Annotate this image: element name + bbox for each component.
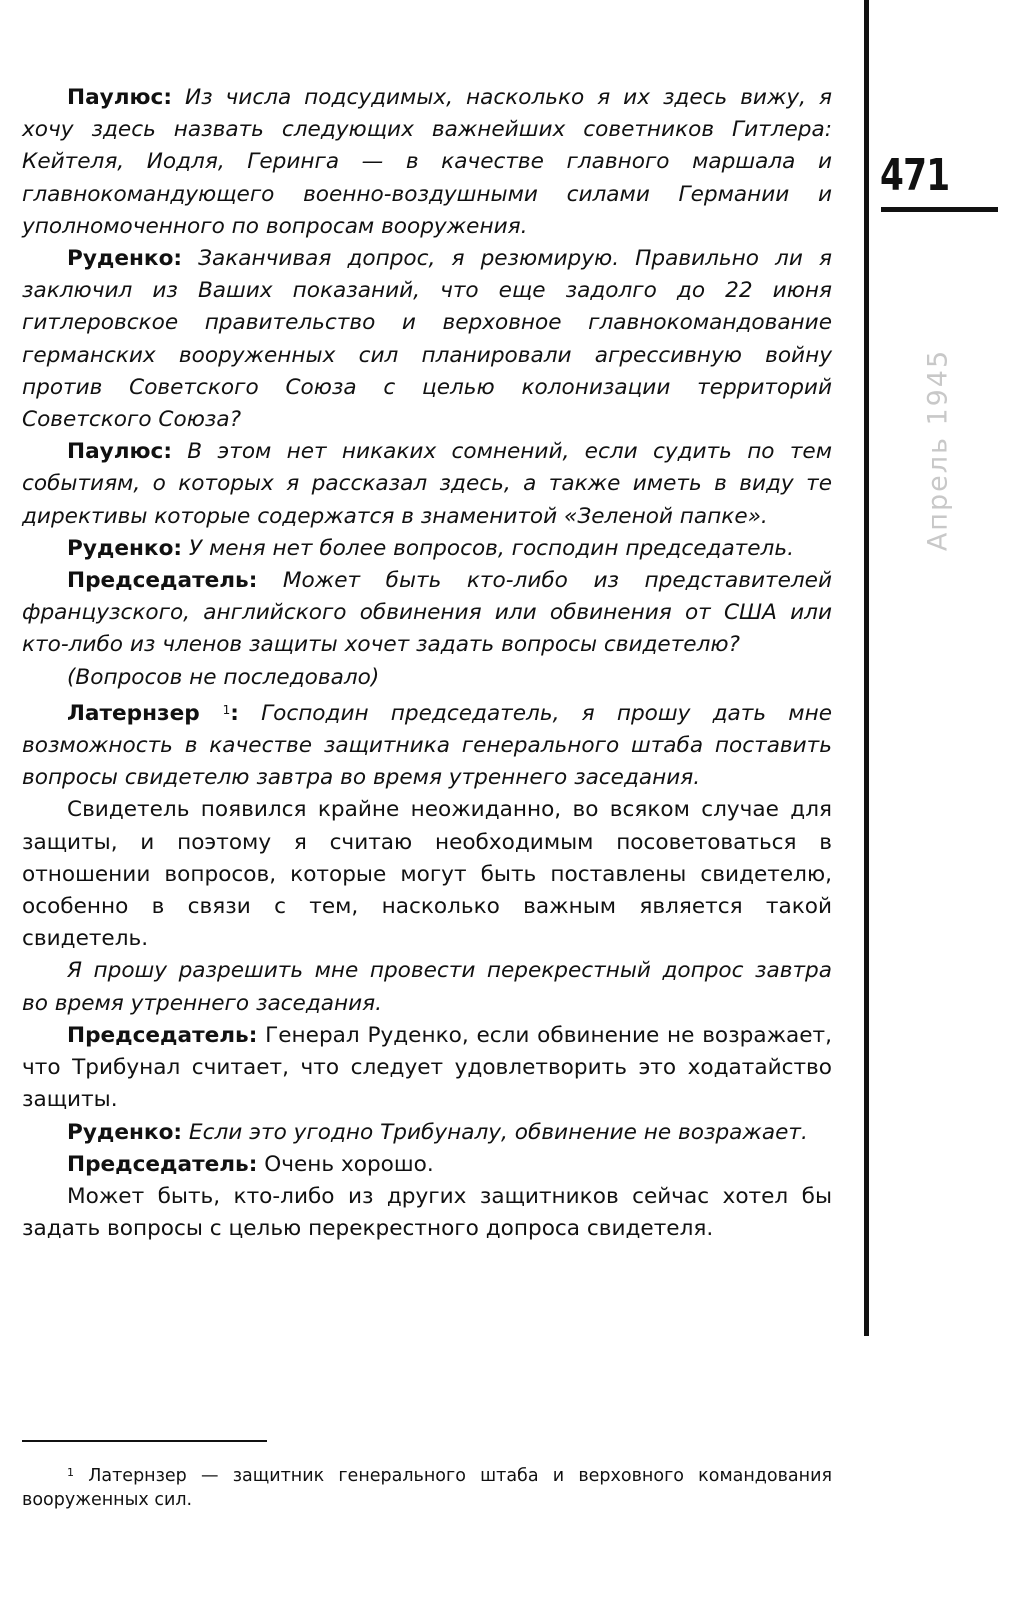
speech-text: У меня нет более вопросов, господин председатель.	[188, 535, 794, 561]
speaker-name	[67, 701, 239, 726]
page-number: 471	[880, 150, 950, 201]
paragraph	[22, 565, 832, 662]
speaker-name-text: Латернзер	[67, 700, 200, 726]
vertical-margin-rule	[864, 0, 869, 1336]
speaker-name: Председатель:	[67, 1022, 258, 1048]
running-side-title: Апрель 1945	[922, 348, 954, 552]
speech-text: В этом нет никаких сомнений, если судить по тем событиям, о которых я рассказал здесь, а также иметь в виду те директивы которые содержатся в знаменитой «Зеленой папке».	[22, 439, 832, 529]
paragraph	[22, 436, 832, 533]
main-text	[22, 82, 832, 1245]
footnote-divider	[22, 1440, 267, 1442]
speech-text: Господин председатель, я прошу дать мне возможность в качестве защитника генерального штаба поставить вопросы свидетелю завтра во время утреннего заседания.	[22, 700, 832, 791]
paragraph	[22, 1117, 832, 1149]
paragraph	[22, 694, 832, 795]
footnote-body	[22, 1461, 832, 1512]
speaker-name: Руденко:	[67, 535, 183, 561]
speech-text: Очень хорошо.	[264, 1151, 434, 1177]
speech-text: Из числа подсудимых, насколько я их здесь вижу, я хочу здесь назвать следующих важнейших советников Гитлера: Кейтеля, Иодля, Геринга — в качестве главного маршала и главнокомандующего военно-воздушными силами Германии и уполномоченного по вопросам вооружения.	[22, 85, 832, 239]
paragraph	[22, 1149, 832, 1181]
paragraph	[22, 243, 832, 436]
stage-direction: (Вопросов не последовало)	[67, 664, 380, 690]
paragraph	[22, 533, 832, 565]
footnote-marker: 1	[67, 1466, 74, 1479]
paragraph	[22, 955, 832, 1019]
speech-text: Я прошу разрешить мне провести перекрестный допрос завтра во время утреннего заседания.	[22, 958, 832, 1016]
footnote	[22, 1461, 832, 1512]
speaker-name: Председатель:	[67, 1151, 258, 1177]
speech-text: Может быть, кто-либо из других защитников сейчас хотел бы задать вопросы с целью перекрестного допроса свидетеля.	[22, 1183, 832, 1242]
speaker-name: Паулюс:	[67, 85, 172, 110]
speech-text: Заканчивая допрос, я резюмирую. Правильно ли я заключил из Ваших показаний, что еще задолго до 22 июня гитлеровское правительство и верховное главнокомандование германских вооруженных сил планировали агрессивную войну против Советского Союза с целью колонизации территорий Советского Союза?	[22, 246, 832, 433]
speaker-colon: :	[230, 700, 239, 726]
paragraph	[22, 662, 832, 694]
footnote-ref: 1	[222, 702, 231, 717]
paragraph	[22, 1181, 832, 1245]
paragraph	[22, 82, 832, 243]
paragraph	[22, 1020, 832, 1117]
speech-text: Если это угодно Трибуналу, обвинение не возражает.	[188, 1119, 808, 1145]
speech-text: Может быть кто-либо из представителей французского, английского обвинения или обвинения от США или кто-либо из членов защиты хочет задать вопросы свидетелю?	[22, 568, 832, 658]
speech-text: Генерал Руденко, если обвинение не возражает, что Трибунал считает, что следует удовлетворить это ходатайство защиты.	[22, 1022, 832, 1113]
speaker-name: Руденко:	[67, 1119, 183, 1145]
speaker-name: Председатель:	[67, 568, 258, 594]
footnote-text: Латернзер — защитник генерального штаба и верховного командования вооруженных сил.	[22, 1466, 832, 1510]
speaker-name: Руденко:	[67, 246, 183, 272]
paragraph	[22, 794, 832, 955]
speech-text: Свидетель появился крайне неожиданно, во всяком случае для защиты, и поэтому я считаю необходимым посоветоваться в отношении вопросов, которые могут быть поставлены свидетелю, особенно в связи с тем, насколько важным является такой свидетель.	[22, 797, 832, 952]
page-number-rule	[881, 207, 998, 212]
speaker-name: Паулюс:	[67, 439, 172, 465]
